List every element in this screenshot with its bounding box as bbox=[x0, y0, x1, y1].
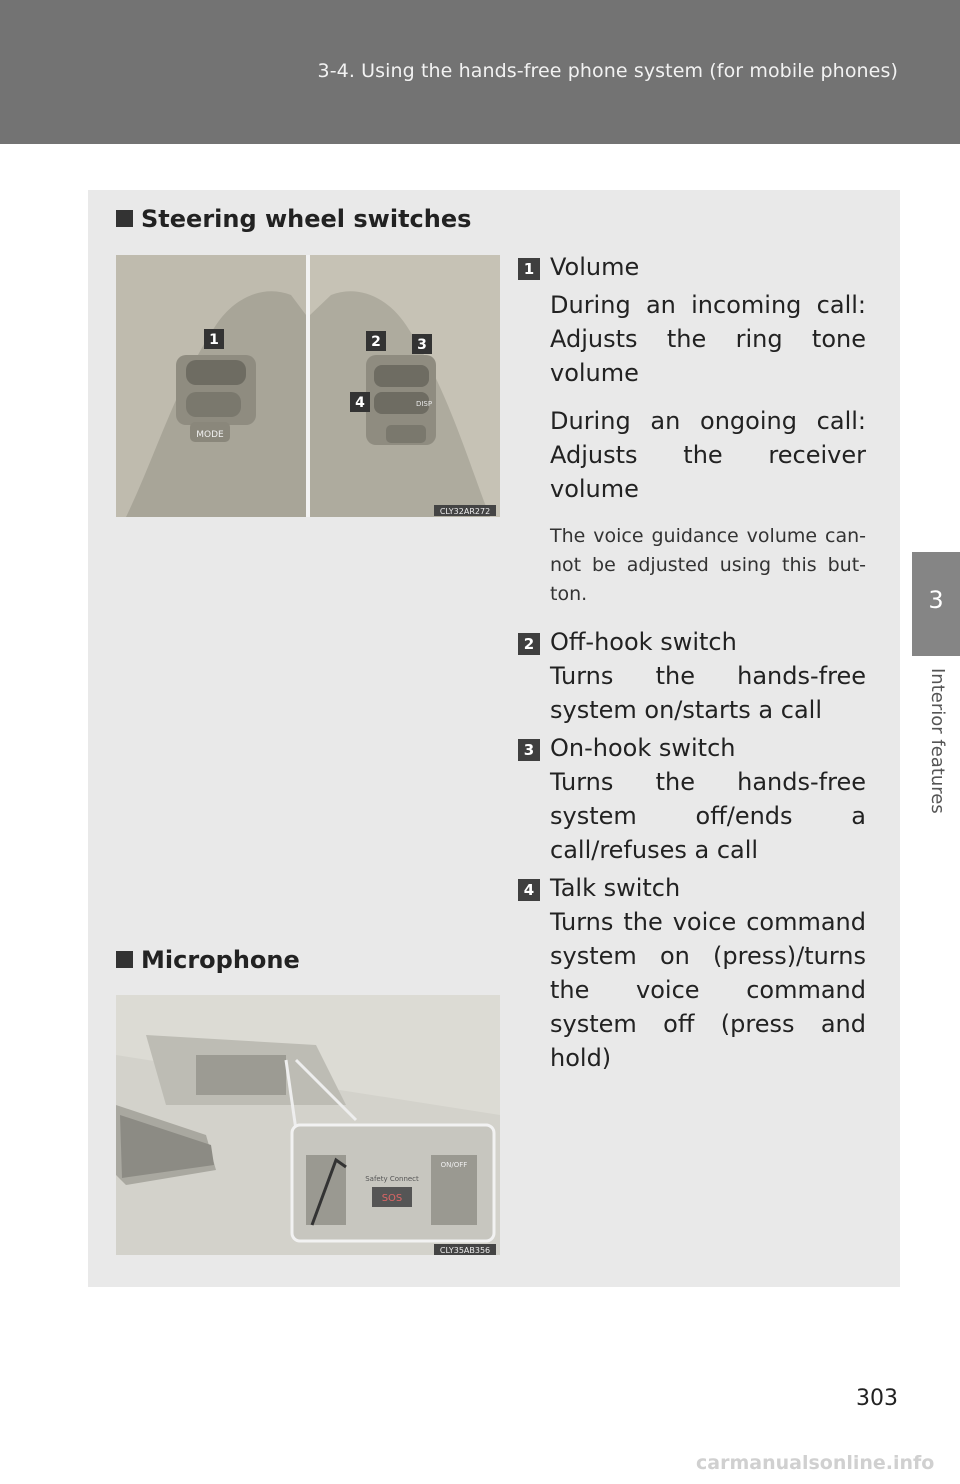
callout-4: 4 bbox=[355, 395, 365, 411]
microphone-heading bbox=[116, 946, 300, 974]
item-number-badge: 2 bbox=[518, 633, 540, 655]
page-number: 303 bbox=[856, 1386, 898, 1411]
item-number-badge: 3 bbox=[518, 739, 540, 761]
callout-2: 2 bbox=[371, 334, 381, 350]
mode-button-label: MODE bbox=[196, 430, 224, 440]
section-title: 3-4. Using the hands-free phone system (for mobile phones) bbox=[317, 60, 898, 82]
item-text: During an incoming call: Adjusts the ring tone volume bbox=[550, 291, 866, 387]
item-number-badge: 4 bbox=[518, 879, 540, 901]
steering-heading bbox=[116, 205, 471, 233]
on-off-label: ON/OFF bbox=[440, 1161, 468, 1169]
list-item-volume bbox=[518, 250, 866, 609]
callout-3: 3 bbox=[417, 337, 427, 353]
callout-1: 1 bbox=[209, 332, 219, 348]
steering-image-code: CLY32AR272 bbox=[439, 507, 491, 516]
chapter-tab bbox=[912, 552, 960, 656]
footer-watermark: carmanualsonline.info bbox=[696, 1452, 935, 1474]
item-note: The voice guidance volume can-not be adjusted using this but-ton. bbox=[550, 525, 866, 605]
safety-connect-label: Safety Connect bbox=[365, 1175, 419, 1183]
heading-square-icon bbox=[116, 210, 133, 227]
item-text: Turns the voice command system on (press)/turns the voice command system off (press and hold) bbox=[550, 908, 866, 1072]
chapter-number: 3 bbox=[928, 586, 944, 614]
list-item-talk bbox=[518, 871, 866, 1075]
microphone-image-code: CLY35AB356 bbox=[439, 1246, 491, 1255]
list-item-off-hook bbox=[518, 625, 866, 727]
item-number-badge: 1 bbox=[518, 258, 540, 280]
sos-label: SOS bbox=[381, 1193, 403, 1204]
item-title: On-hook switch bbox=[550, 734, 736, 762]
microphone-photo bbox=[116, 995, 500, 1255]
item-text: During an ongoing call: Adjusts the receiver volume bbox=[550, 407, 866, 503]
page-header bbox=[0, 0, 960, 144]
item-text: Turns the hands-free system off/ends a call/refuses a call bbox=[550, 768, 866, 864]
list-item-on-hook bbox=[518, 731, 866, 867]
item-title: Volume bbox=[550, 253, 640, 281]
steering-heading-text: Steering wheel switches bbox=[141, 205, 472, 233]
item-text: Turns the hands-free system on/starts a call bbox=[550, 662, 866, 724]
heading-square-icon bbox=[116, 951, 133, 968]
steering-wheel-photo bbox=[116, 255, 500, 517]
item-title: Talk switch bbox=[550, 874, 681, 902]
item-title: Off-hook switch bbox=[550, 628, 737, 656]
disp-button-label: DISP bbox=[415, 400, 433, 408]
microphone-heading-text: Microphone bbox=[141, 946, 300, 974]
chapter-label-container bbox=[912, 668, 960, 828]
chapter-label: Interior features bbox=[927, 668, 948, 814]
switch-list bbox=[518, 250, 866, 1075]
